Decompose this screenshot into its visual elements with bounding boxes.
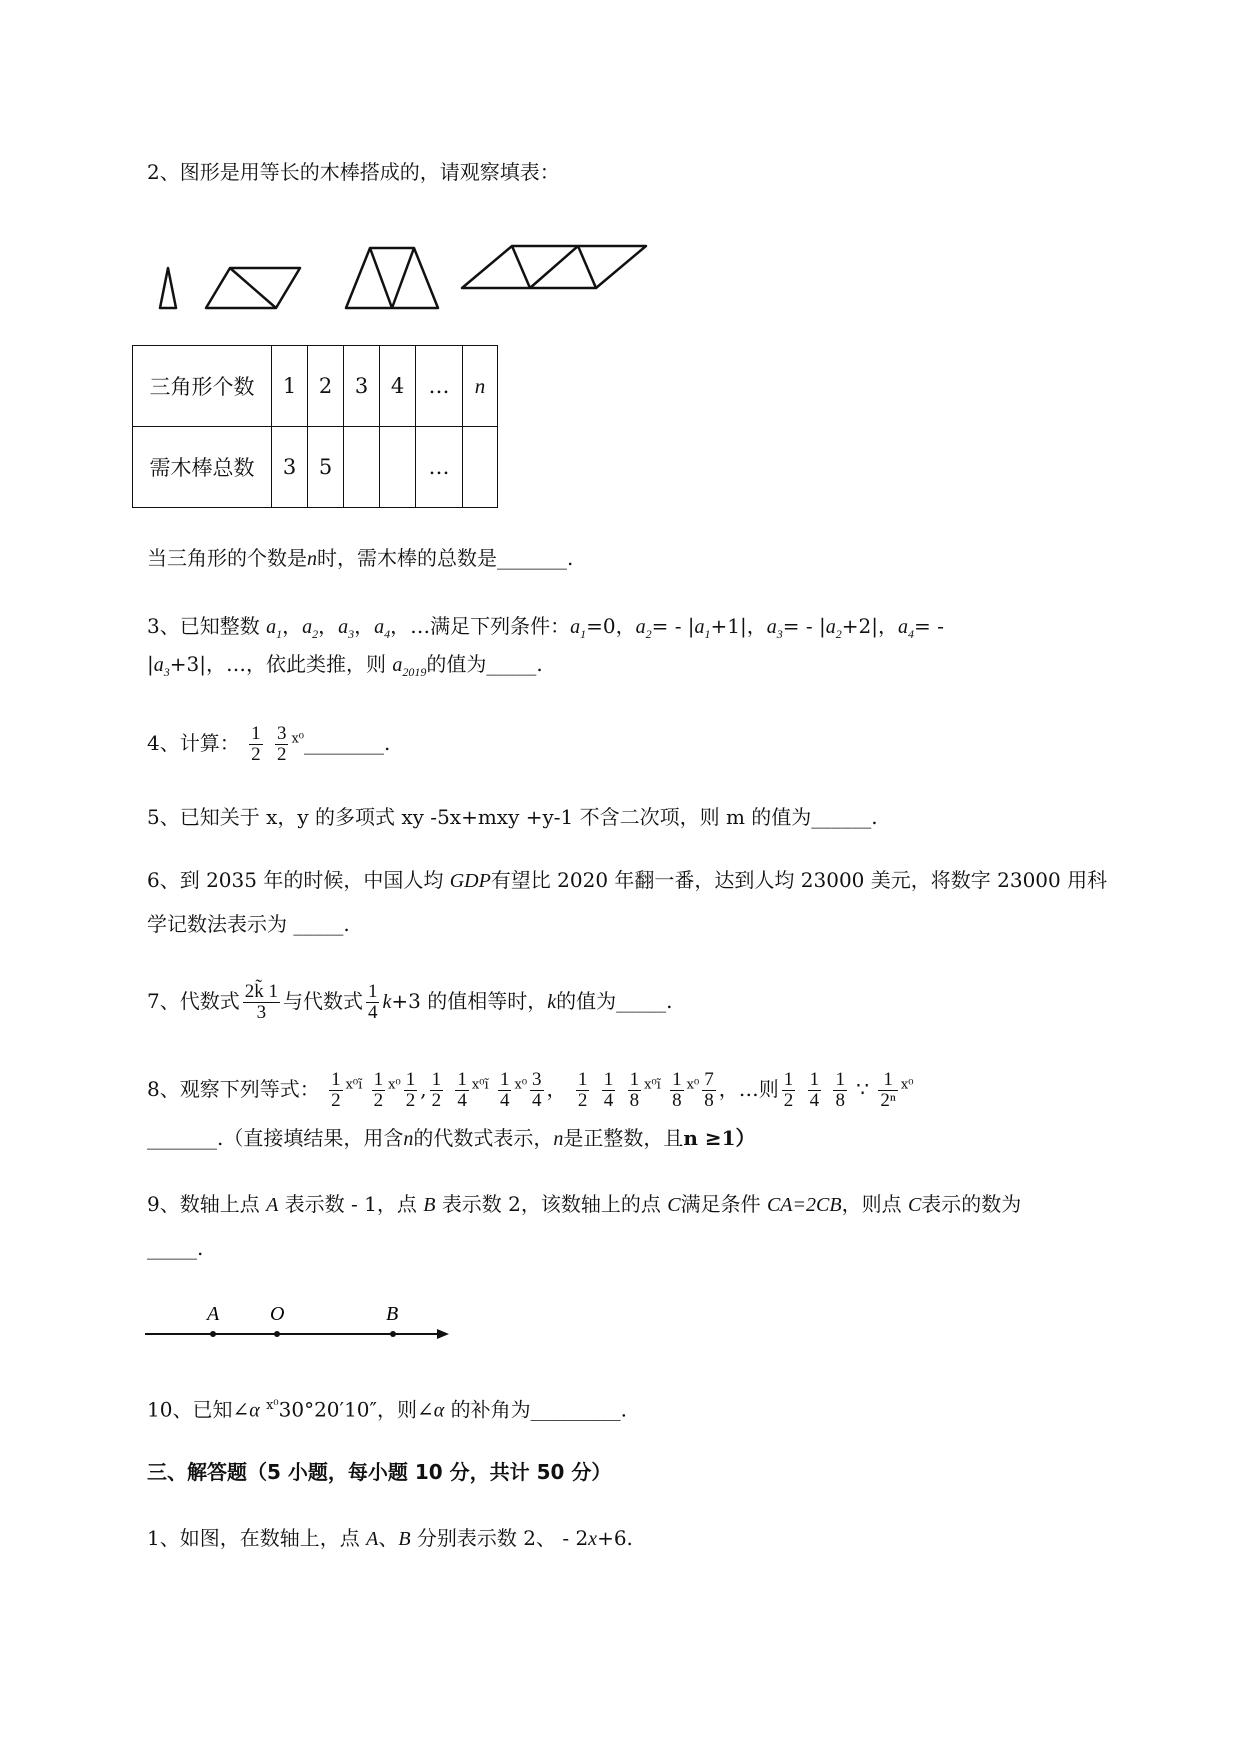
q3-line2: $|a_3+3|$，…，依此类推，则 $a_{2019}$的值为_____. — [147, 652, 543, 679]
table-cell: 1 — [272, 346, 308, 427]
table-cell: 5 — [308, 427, 344, 508]
q8-line1: 8、观察下列等式： $\frac{1}{2}$ $^{x^0ĩ}$ $\frac{1}{2}$ $^{x^0}$ $\frac{1}{2}$ , $\frac{1}{2}$ $\frac{1}{4}$ $^{x^0ĩ}$ $\frac{1}{4}$ $^{x^0}$ $\frac{3}{4}$ ， $\frac{1}{2}$ $\frac{1}{4}$ $\frac{1}{8}$ $^{x^0ĩ}$ $\frac{1}{8}$ $^{x^0}$ $\frac{7}{8}$ ，…则 $\frac{1}{2}$ $\frac{1}{4}$ $\frac{1}{8}$ ∵ $\frac{1}{\text{2ⁿ}}$ $^{x^0}$ — [147, 1069, 914, 1111]
q9-line1: 9、数轴上点 A 表示数 - 1，点 B 表示数 2，该数轴上的点 C满足条件 CA=2CB，则点 C表示的数为 — [147, 1192, 1022, 1216]
q7: 7、代数式 $\frac{2k̃ 1}{3}$ 与代数式 $\frac{1}{4}$ k+3 的值相等时，k的值为_____. — [147, 981, 673, 1023]
q6-line1: 6、到 2035 年的时候，中国人均 GDP有望比 2020 年翻一番，达到人均 23000 美元，将数字 23000 用科 — [147, 868, 1108, 892]
label-a: A — [207, 1303, 220, 1325]
q2-text: 2、图形是用等长的木棒搭成的，请观察填表： — [147, 160, 560, 184]
number-line — [145, 1298, 455, 1348]
stick-figures — [150, 240, 670, 320]
table-cell: … — [416, 346, 463, 427]
table-cell — [344, 427, 380, 508]
q9-line2: _____. — [147, 1236, 204, 1260]
table-cell: … — [416, 427, 463, 508]
fraction: $\frac{1}{2}$ — [251, 723, 261, 765]
table-row — [133, 346, 498, 427]
table-cell: n — [463, 346, 498, 427]
table-cell — [463, 427, 498, 508]
q6-line2: 学记数法表示为 _____. — [147, 912, 350, 936]
q8-line2: _______.（直接填结果，用含n的代数式表示，n是正整数，且n ≥1） — [147, 1126, 756, 1150]
section-title: 三、解答题（5 小题，每小题 10 分，共计 50 分） — [147, 1460, 612, 1484]
figure-three-triangles — [346, 248, 438, 308]
table-cell: 三角形个数 — [133, 346, 272, 427]
table-cell: 3 — [344, 346, 380, 427]
q3-line1: 3、已知整数 $a_1$，$a_2$，$a_3$，$a_4$，…满足下列条件：$a_1=0$，$a_2= - |a_1+1|$，$a_3= - |a_2+2|$，$a_4=$ - — [147, 614, 944, 641]
table-cell: 4 — [380, 346, 416, 427]
figure-two-triangles — [206, 268, 300, 308]
q4: 4、计算： $\frac{1}{2}$ $\frac{3}{2}$ $^{x^0}$________. — [147, 723, 391, 765]
stick-table — [132, 345, 498, 508]
q2-followup: 当三角形的个数是n时，需木棒的总数是_______. — [147, 546, 574, 570]
p1: 1、如图，在数轴上，点 A、B 分别表示数 2、 - 2x+6. — [147, 1526, 633, 1550]
point-a — [210, 1331, 216, 1337]
fraction: $\frac{1}{4}$ — [367, 981, 378, 1023]
table-cell: 3 — [272, 427, 308, 508]
fraction: $\frac{2k̃ 1}{3}$ — [244, 981, 278, 1023]
figure-one-triangle — [160, 268, 176, 308]
table-row — [133, 427, 498, 508]
table-cell: 2 — [308, 346, 344, 427]
label-b: B — [386, 1303, 399, 1325]
table-cell: 需木棒总数 — [133, 427, 272, 508]
figure-four-triangles — [462, 246, 646, 288]
q10: 10、已知∠α $^{x^0}$30°20′10″，则∠α 的补角为_________. — [147, 1397, 627, 1422]
label-o: O — [270, 1303, 285, 1325]
table-cell — [380, 427, 416, 508]
point-b — [390, 1331, 396, 1337]
point-o — [274, 1331, 280, 1337]
q5: 5、已知关于 x，y 的多项式 xy -5x+mxy +y-1 不含二次项，则 m 的值为______. — [147, 805, 878, 829]
fraction: $\frac{3}{2}$ — [276, 723, 287, 765]
